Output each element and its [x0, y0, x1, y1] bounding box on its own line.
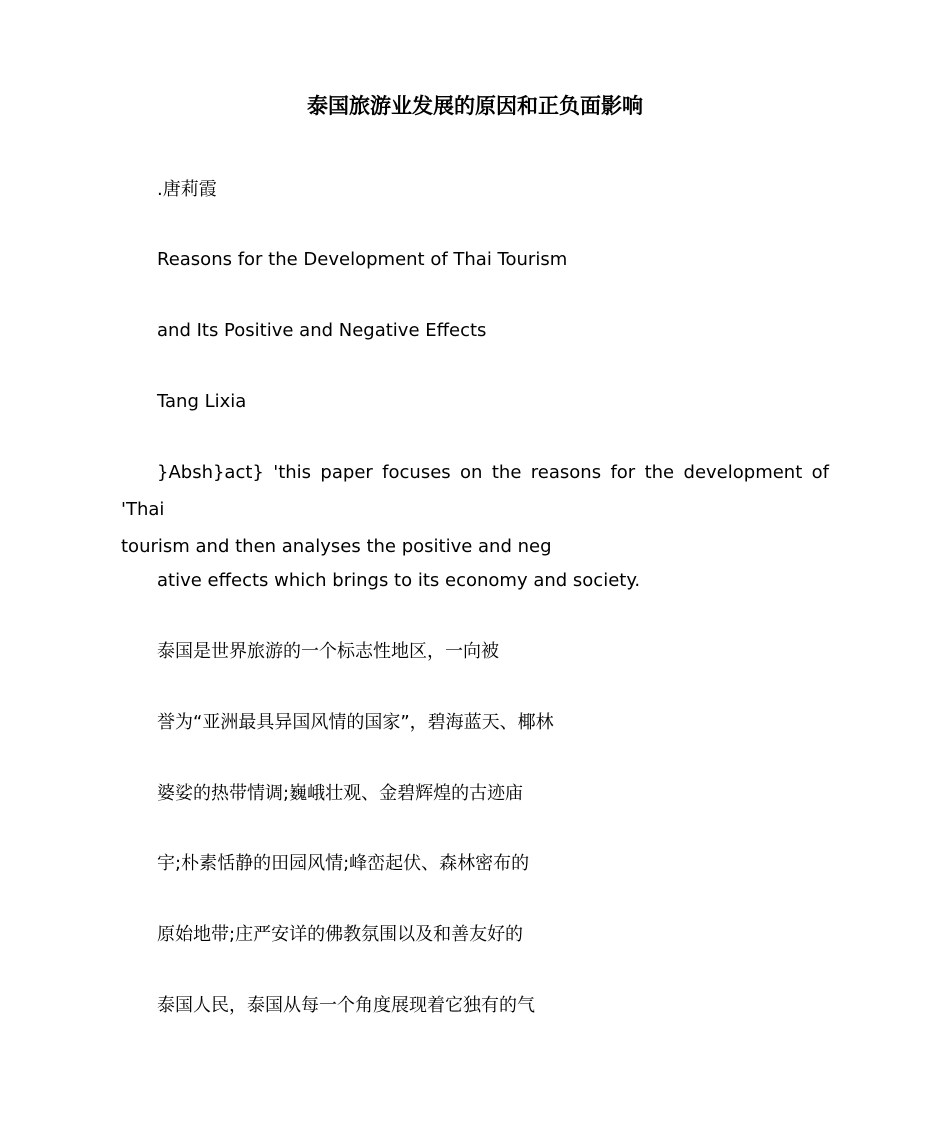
- abstract-continuation: ative effects which brings to its economy and society.: [157, 570, 641, 591]
- abstract-paragraph: [121, 454, 829, 565]
- body-line-6: 泰国人民，泰国从每一个角度展现着它独有的气: [157, 995, 535, 1016]
- abstract-line-1: }Absh}act} 'this paper focuses on the reasons for the development of 'Thai: [121, 462, 829, 520]
- body-line-1: 泰国是世界旅游的一个标志性地区，一向被: [157, 641, 499, 662]
- english-title-line-1: Reasons for the Development of Thai Tourism: [157, 249, 568, 270]
- document-title: 泰国旅游业发展的原因和正负面影响: [307, 94, 643, 118]
- abstract-line-2: tourism and then analyses the positive and neg: [121, 536, 552, 557]
- english-title-line-2: and Its Positive and Negative Effects: [157, 320, 487, 341]
- body-line-5: 原始地带;庄严安详的佛教氛围以及和善友好的: [157, 924, 524, 945]
- author-chinese: .唐莉霞: [157, 179, 217, 200]
- body-line-2: 誉为“亚洲最具异国风情的国家”，碧海蓝天、椰林: [157, 712, 554, 733]
- body-line-3: 婆娑的热带情调;巍峨壮观、金碧辉煌的古迹庙: [157, 783, 524, 804]
- author-english: Tang Lixia: [157, 391, 247, 412]
- body-line-4: 宇;朴素恬静的田园风情;峰峦起伏、森林密布的: [157, 853, 530, 874]
